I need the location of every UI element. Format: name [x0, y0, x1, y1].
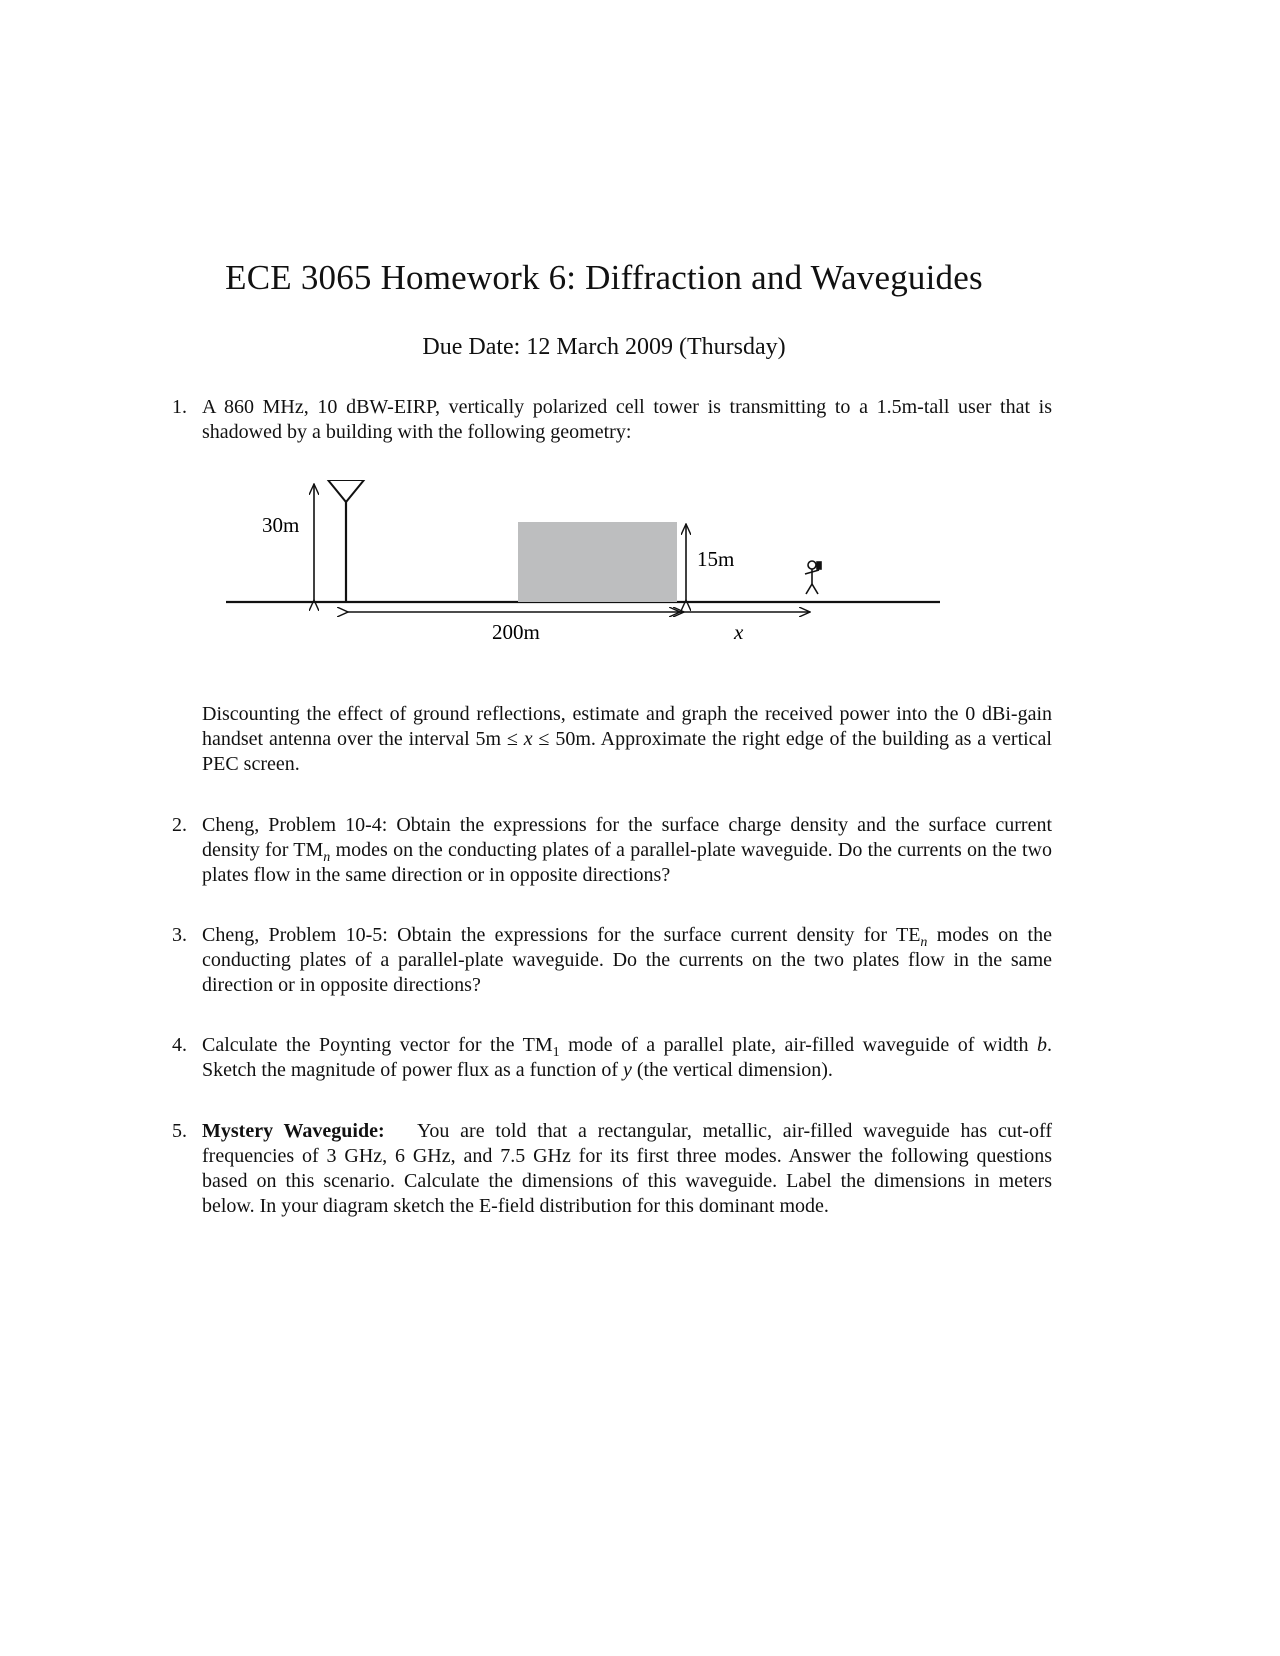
problem-number: 4.	[172, 1034, 187, 1056]
user-distance-label: x	[734, 620, 744, 644]
distance-label: 200m	[492, 620, 540, 644]
problem-number: 3.	[172, 924, 187, 946]
building-height-label: 15m	[697, 547, 735, 571]
problem-text: Cheng, Problem 10-4: Obtain the expressions for the surface charge density and the surface current density for $TM_n$ modes on the conducting plates of a parallel-plate waveguide. Do the currents on the two plates flow in the same direction or in opposite directions?	[202, 814, 1052, 886]
due-date: Due Date: 12 March 2009 (Thursday)	[422, 334, 786, 360]
problem-3	[172, 923, 1052, 998]
problem-2	[172, 813, 1052, 888]
user-figure-icon	[805, 561, 821, 594]
problem-heading: Mystery Waveguide:	[202, 1120, 385, 1142]
problem-number: 1.	[172, 396, 187, 418]
antenna-icon	[328, 480, 364, 502]
problem-5	[172, 1119, 1052, 1219]
problem-text: Cheng, Problem 10-5: Obtain the expressions for the surface current density for $TE_n$ modes on the conducting plates of a parallel-plate waveguide. Do the currents on the two plates flow in the same direction or in opposite directions?	[202, 924, 1052, 996]
problem-text: Calculate the Poynting vector for the $TM_1$ mode of a parallel plate, air-filled waveguide of width b. Sketch the magnitude of power flux as a function of y (the vertical dimension).	[202, 1034, 1052, 1081]
problem-1	[172, 395, 1052, 445]
problem-1-continuation: Discounting the effect of ground reflections, estimate and graph the received power into the 0 dBi-gain handset antenna over the interval 5m ≤ x ≤ 50m. Approximate the right edge of the building as a vertical PEC screen.	[202, 703, 1052, 775]
problem-number: 5.	[172, 1120, 187, 1142]
building	[518, 522, 677, 602]
problem-text: A 860 MHz, 10 dBW-EIRP, vertically polarized cell tower is transmitting to a 1.5m-tall user that is shadowed by a building with the following geometry:	[202, 396, 1052, 443]
problem-number: 2.	[172, 814, 187, 836]
tower-height-label: 30m	[262, 513, 300, 537]
page-title: ECE 3065 Homework 6: Diffraction and Waveguides	[225, 258, 983, 297]
geometry-diagram	[200, 480, 1000, 660]
problem-text: Mystery Waveguide: You are told that a rectangular, metallic, air-filled waveguide has cut-off frequencies of 3 GHz, 6 GHz, and 7.5 GHz for its first three modes. Answer the following questions based on this scenario. Calculate the dimensions of this waveguide. Label the dimensions in meters below. In your diagram sketch the E-field distribution for this dominant mode.	[202, 1120, 1053, 1217]
problem-4	[172, 1033, 1052, 1083]
